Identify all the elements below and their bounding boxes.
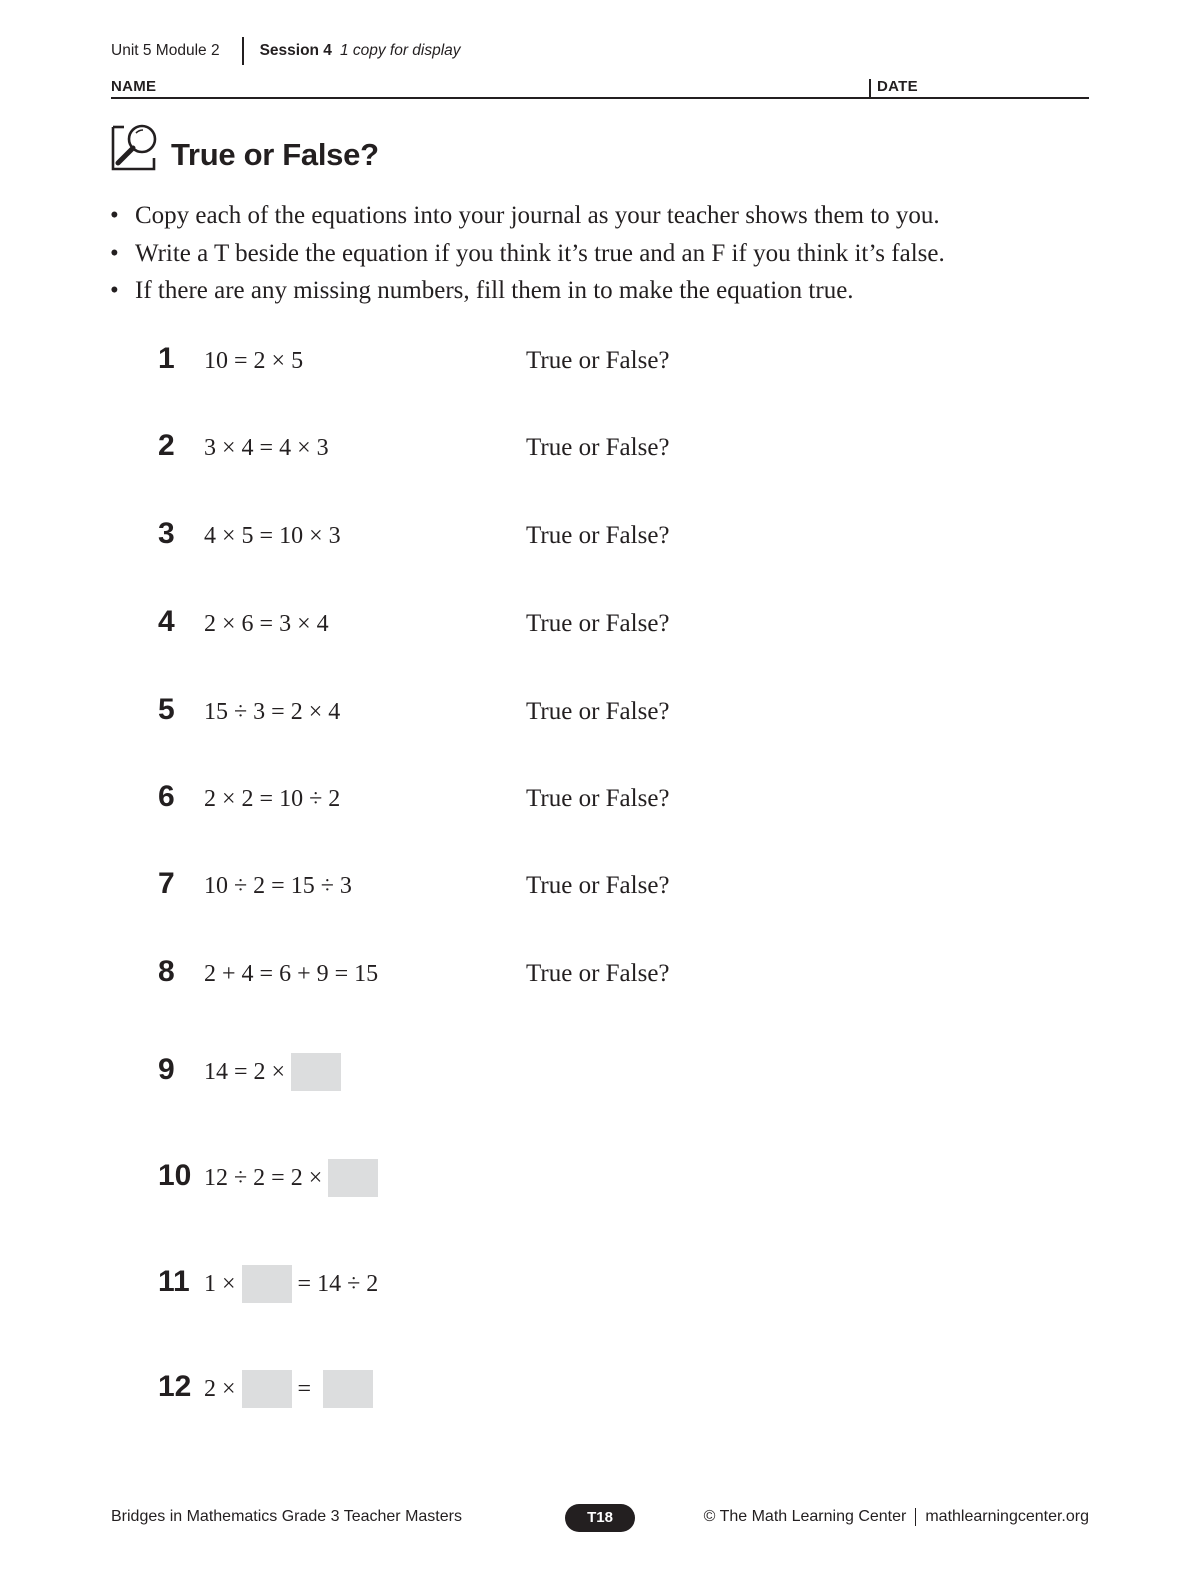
problem-number: 4	[158, 605, 175, 638]
problem-number: 2	[158, 429, 175, 462]
equation-part: =	[297, 1376, 312, 1402]
equation-part: 14 = 2 ×	[204, 1059, 286, 1085]
problem-number: 8	[158, 955, 175, 988]
footer-divider	[915, 1508, 916, 1526]
true-or-false-label: True or False?	[526, 960, 670, 987]
true-or-false-label: True or False?	[526, 434, 670, 461]
equation-part: 12 ÷ 2 = 2 ×	[204, 1165, 323, 1191]
footer-credits	[704, 1508, 1089, 1526]
header-divider	[242, 37, 244, 65]
page-header	[111, 38, 461, 64]
problem-equation	[204, 1158, 378, 1198]
true-or-false-label: True or False?	[526, 872, 670, 899]
name-label: NAME	[111, 78, 157, 95]
problem-equation: 2 × 2 = 10 ÷ 2	[204, 786, 341, 812]
instructions-list	[108, 197, 945, 310]
problem-equation: 3 × 4 = 4 × 3	[204, 435, 329, 461]
date-label: DATE	[877, 78, 918, 95]
name-date-line	[111, 97, 1089, 99]
problem-equation: 10 = 2 × 5	[204, 348, 304, 374]
unit-module-label: Unit 5 Module 2	[111, 42, 220, 59]
problem-number: 10	[158, 1159, 192, 1192]
problem-equation: 10 ÷ 2 = 15 ÷ 3	[204, 873, 352, 899]
missing-number-box[interactable]	[291, 1053, 341, 1091]
problem-number: 7	[158, 867, 175, 900]
missing-number-box[interactable]	[242, 1370, 292, 1408]
magnifying-glass-icon	[110, 121, 162, 173]
bullet: •	[110, 277, 119, 304]
missing-number-box[interactable]	[242, 1265, 292, 1303]
instruction-item	[108, 197, 945, 235]
problem-number: 1	[158, 342, 175, 375]
true-or-false-label: True or False?	[526, 698, 670, 725]
problem-number: 12	[158, 1370, 192, 1403]
problem-equation: 2 × 6 = 3 × 4	[204, 611, 329, 637]
problem-equation: 4 × 5 = 10 × 3	[204, 523, 341, 549]
true-or-false-label: True or False?	[526, 347, 670, 374]
instruction-text: If there are any missing numbers, fill them in to make the equation true.	[135, 277, 854, 304]
website-url: mathlearningcenter.org	[925, 1508, 1089, 1525]
missing-number-box[interactable]	[328, 1159, 378, 1197]
copy-note: 1 copy for display	[339, 42, 461, 59]
instruction-text: Write a T beside the equation if you think it’s true and an F if you think it’s false.	[135, 239, 945, 267]
true-or-false-label: True or False?	[526, 610, 670, 637]
date-divider	[869, 79, 871, 97]
instruction-text: Copy each of the equations into your journal as your teacher shows them to you.	[135, 202, 940, 229]
page-title: True or False?	[171, 137, 379, 172]
footer-publication: Bridges in Mathematics Grade 3 Teacher Masters	[111, 1508, 462, 1525]
problem-number: 5	[158, 693, 175, 726]
problem-number: 9	[158, 1053, 175, 1086]
true-or-false-label: True or False?	[526, 522, 670, 549]
instruction-item	[108, 272, 945, 310]
problem-equation: 2 + 4 = 6 + 9 = 15	[204, 961, 379, 987]
session-label: Session 4	[259, 42, 332, 59]
problem-number: 6	[158, 780, 175, 813]
true-or-false-label: True or False?	[526, 785, 670, 812]
bullet: •	[110, 202, 119, 229]
equation-part: = 14 ÷ 2	[297, 1271, 379, 1297]
instruction-item	[108, 235, 945, 273]
missing-number-box[interactable]	[323, 1370, 373, 1408]
problem-number: 3	[158, 517, 175, 550]
copyright-text: © The Math Learning Center	[703, 1508, 907, 1525]
problem-number: 11	[158, 1265, 190, 1298]
problem-equation: 15 ÷ 3 = 2 × 4	[204, 699, 341, 725]
equation-part: 2 ×	[204, 1376, 236, 1402]
equation-part: 1 ×	[204, 1271, 236, 1297]
problem-equation	[204, 1264, 378, 1304]
page-number-badge: T18	[565, 1504, 635, 1532]
bullet: •	[110, 239, 119, 267]
problem-equation	[204, 1369, 373, 1409]
problem-equation	[204, 1052, 341, 1092]
